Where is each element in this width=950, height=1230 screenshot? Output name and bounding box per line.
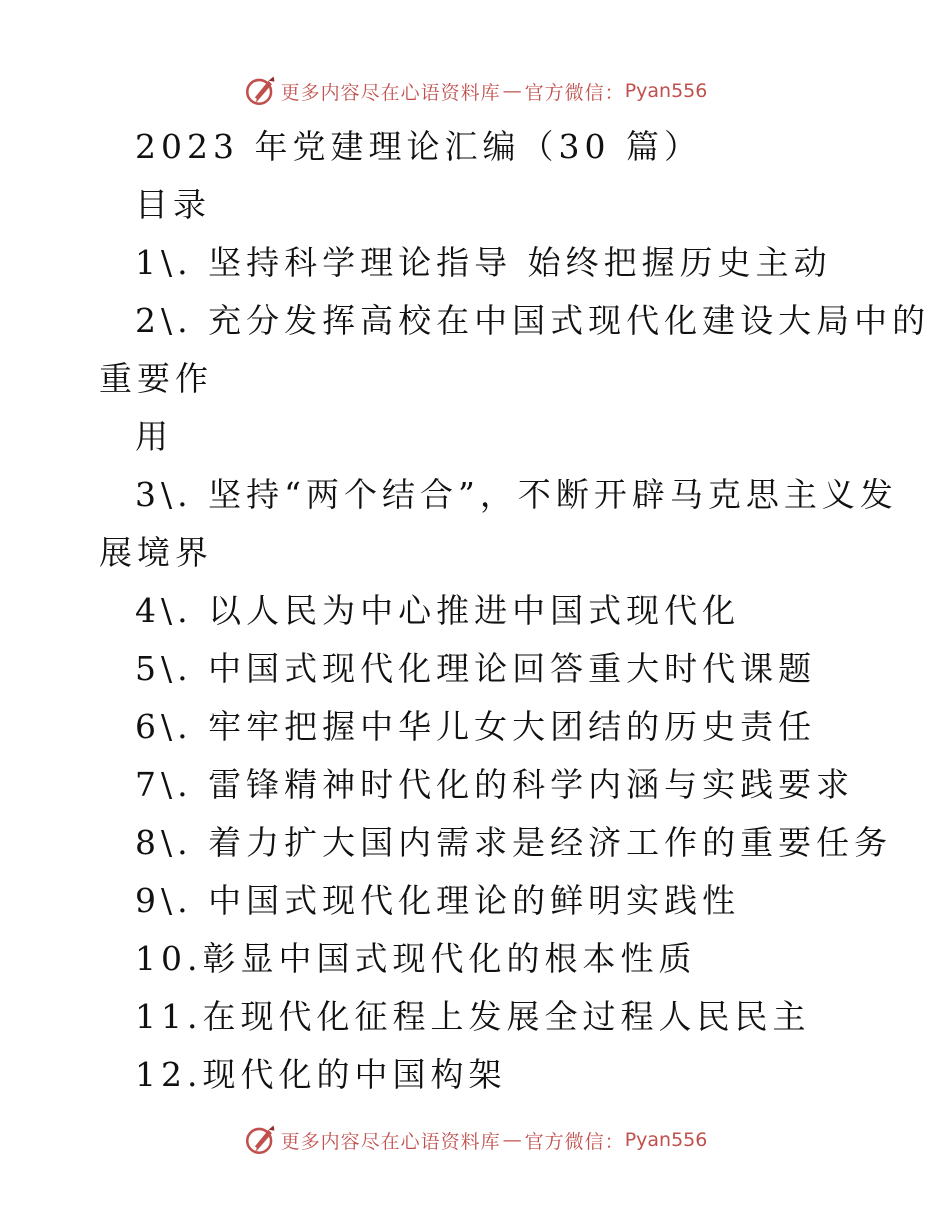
toc-entry: 7\. 雷锋精神时代化的科学内涵与实践要求 [135,765,855,804]
toc-entry: 6\. 牢牢把握中华儿女大团结的历史责任 [135,707,817,746]
toc-entry-continuation: 重要作 [99,359,213,398]
toc-entry: 11.在现代化征程上发展全过程人民民主 [135,997,811,1036]
toc-entry: 2\. 充分发挥高校在中国式现代化建设大局中的 [135,301,931,340]
toc-entry: 10.彰显中国式现代化的根本性质 [135,939,697,978]
toc-entry: 1\. 坚持科学理论指导 始终把握历史主动 [135,243,832,282]
toc-heading: 目录 [135,185,211,224]
banner-wechat-id: Pyan556 [624,1129,708,1151]
banner-text: 更多内容尽在心语资料库 [280,1130,501,1153]
banner-separator: — [502,1129,523,1151]
toc-entry: 3\. 坚持“两个结合”，不断开辟马克思主义发 [135,475,898,514]
toc-entry-continuation: 展境界 [99,533,213,572]
banner-separator: — [502,80,523,102]
pen-logo-icon [243,1123,277,1157]
banner-wechat-id: Pyan556 [624,80,708,102]
toc-entry: 9\. 中国式现代化理论的鲜明实践性 [135,881,741,920]
banner-wechat-label: 官方微信： [524,81,625,104]
footer-watermark [0,1120,950,1160]
banner-text: 更多内容尽在心语资料库 [280,81,501,104]
toc-entry: 4\. 以人民为中心推进中国式现代化 [135,591,741,630]
header-watermark [0,71,950,111]
pen-logo-icon [243,74,277,108]
document-title: 2023 年党建理论汇编（30 篇） [135,127,702,166]
toc-entry-continuation: 用 [135,417,173,456]
banner-wechat-label: 官方微信： [524,1130,625,1153]
toc-entry: 12.现代化的中国构架 [135,1055,507,1094]
toc-entry: 8\. 着力扩大国内需求是经济工作的重要任务 [135,823,893,862]
toc-entry: 5\. 中国式现代化理论回答重大时代课题 [135,649,817,688]
